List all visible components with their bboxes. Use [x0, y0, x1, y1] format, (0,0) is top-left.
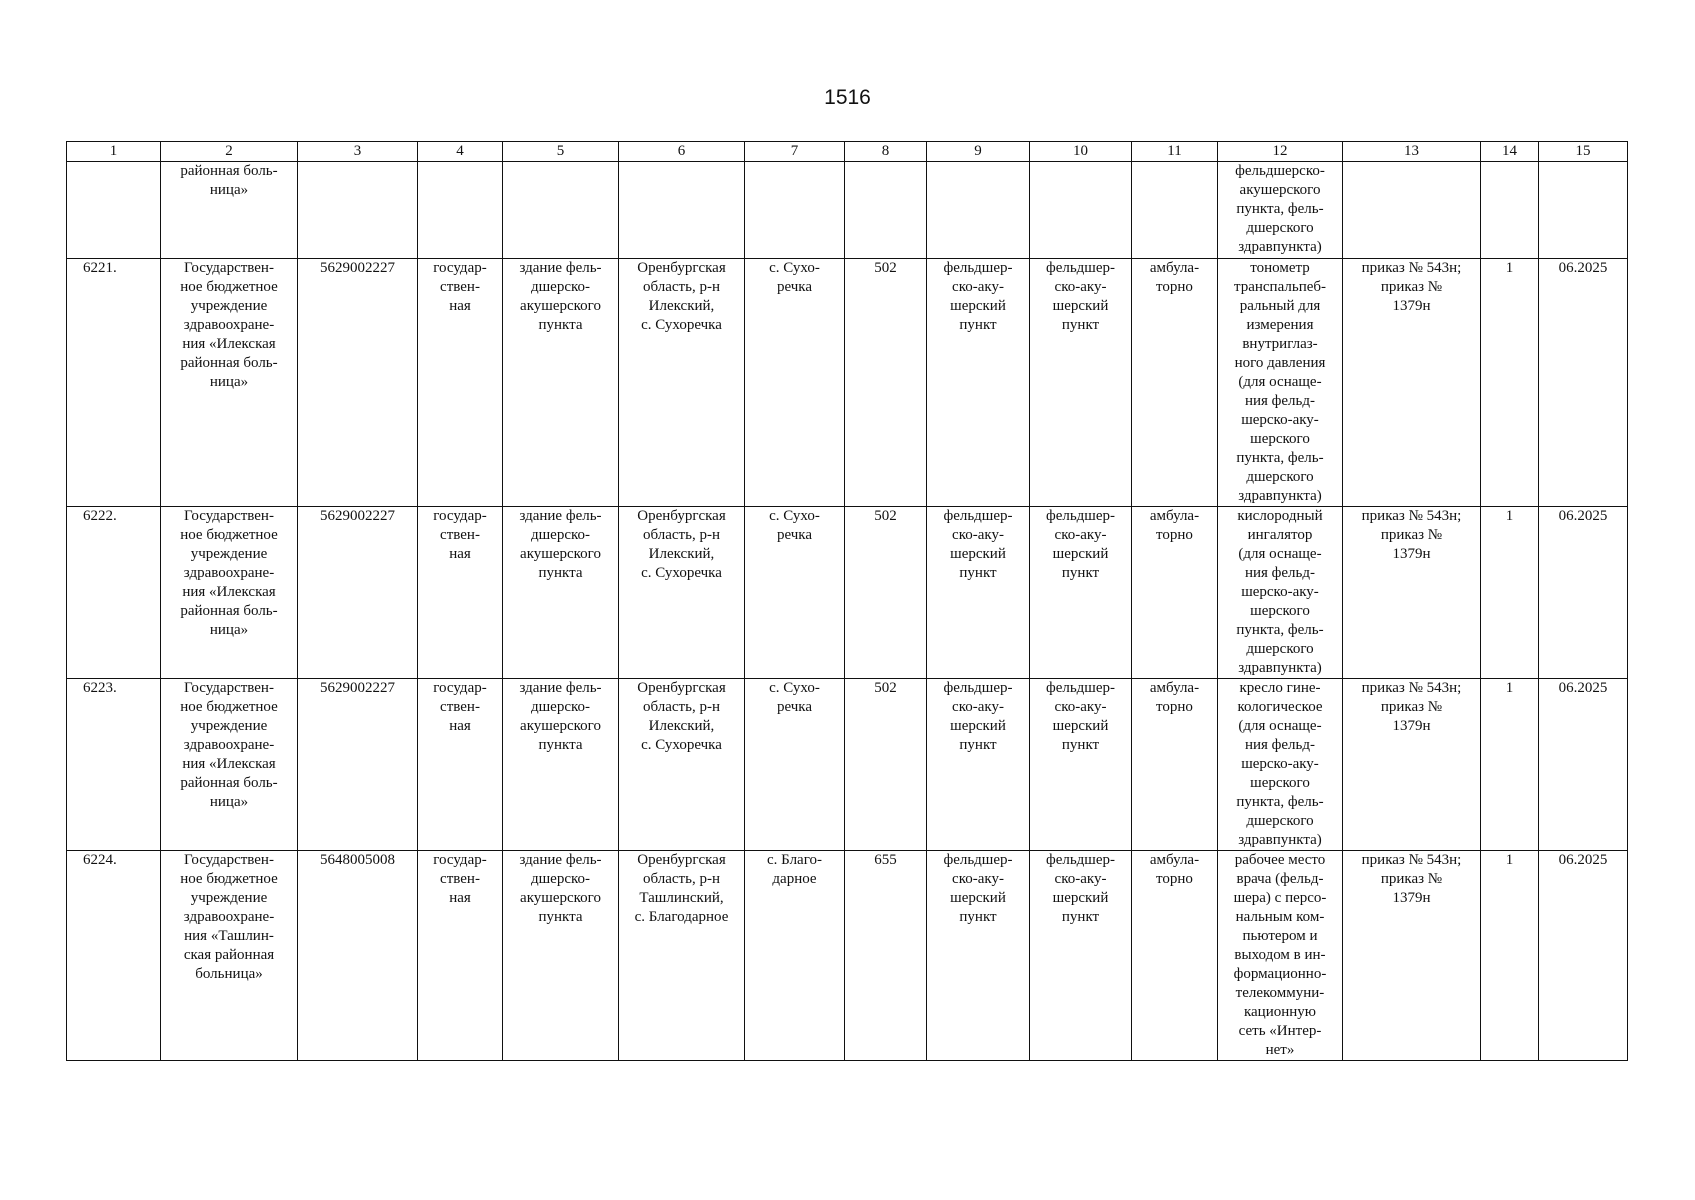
ownership-cell: государ- ствен- ная — [418, 851, 503, 1061]
equipment-cell: рабочее место врача (фельд- шера) с персо- нальным ком- пьютером и выходом в ин- формационно- телекоммуни- кационную сеть «Интер- нет» — [1218, 851, 1343, 1061]
unit-type-cell: фельдшер- ско-аку- шерский пункт — [927, 851, 1030, 1061]
order-cell: приказ № 543н; приказ № 1379н — [1343, 851, 1481, 1061]
date-cell: 06.2025 — [1539, 679, 1628, 851]
care-type-cell: амбула- торно — [1132, 259, 1218, 507]
ownership-cell: государ- ствен- ная — [418, 259, 503, 507]
population-cell: 655 — [845, 851, 927, 1061]
organization-cell: Государствен- ное бюджетное учреждение здравоохране- ния «Илекская районная боль- ница» — [161, 507, 298, 679]
date-cell: 06.2025 — [1539, 259, 1628, 507]
equipment-cell: тонометр транспальпеб- ральный для измерения внутриглаз- ного давления (для оснаще- ния фельд- шерско-аку- шерского пункта, фель- дшерского здравпункта) — [1218, 259, 1343, 507]
care-type-cell: амбула- торно — [1132, 507, 1218, 679]
equipment-cell: кресло гине- кологическое (для оснаще- ния фельд- шерско-аку- шерского пункта, фель- дшерского здравпункта) — [1218, 679, 1343, 851]
unit-name-cell: фельдшер- ско-аку- шерский пункт — [1030, 679, 1132, 851]
column-header: 1 — [67, 142, 161, 162]
order-cell: приказ № 543н; приказ № 1379н — [1343, 507, 1481, 679]
inn-cell — [298, 162, 418, 259]
row-number-cell: 6223. — [67, 679, 161, 851]
organization-cell: Государствен- ное бюджетное учреждение здравоохране- ния «Илекская районная боль- ница» — [161, 679, 298, 851]
inn-cell: 5629002227 — [298, 679, 418, 851]
column-header: 9 — [927, 142, 1030, 162]
table-row-continuation — [67, 162, 1628, 259]
unit-name-cell — [1030, 162, 1132, 259]
header-row — [67, 142, 1628, 162]
population-cell: 502 — [845, 259, 927, 507]
address-cell: Оренбургская область, р-н Илекский, с. Сухоречка — [619, 259, 745, 507]
page-number: 1516 — [824, 86, 871, 109]
care-type-cell: амбула- торно — [1132, 851, 1218, 1061]
inn-cell: 5629002227 — [298, 507, 418, 679]
column-header: 10 — [1030, 142, 1132, 162]
settlement-cell: с. Сухо- речка — [745, 679, 845, 851]
organization-cell: районная боль- ница» — [161, 162, 298, 259]
ownership-cell: государ- ствен- ная — [418, 507, 503, 679]
inn-cell: 5648005008 — [298, 851, 418, 1061]
table-row — [67, 851, 1628, 1061]
quantity-cell — [1481, 162, 1539, 259]
population-cell: 502 — [845, 507, 927, 679]
equipment-table — [66, 141, 1628, 1061]
care-type-cell — [1132, 162, 1218, 259]
address-cell: Оренбургская область, р-н Илекский, с. Сухоречка — [619, 507, 745, 679]
unit-type-cell: фельдшер- ско-аку- шерский пункт — [927, 507, 1030, 679]
building-cell: здание фель- дшерско- акушерского пункта — [503, 259, 619, 507]
order-cell — [1343, 162, 1481, 259]
row-number-cell: 6221. — [67, 259, 161, 507]
organization-cell: Государствен- ное бюджетное учреждение здравоохране- ния «Ташлин- ская районная больница» — [161, 851, 298, 1061]
building-cell: здание фель- дшерско- акушерского пункта — [503, 507, 619, 679]
quantity-cell: 1 — [1481, 679, 1539, 851]
date-cell: 06.2025 — [1539, 507, 1628, 679]
table-row — [67, 259, 1628, 507]
date-cell: 06.2025 — [1539, 851, 1628, 1061]
column-header: 15 — [1539, 142, 1628, 162]
column-header: 3 — [298, 142, 418, 162]
equipment-cell: кислородный ингалятор (для оснаще- ния фельд- шерско-аку- шерского пункта, фель- дшерского здравпункта) — [1218, 507, 1343, 679]
column-header: 13 — [1343, 142, 1481, 162]
unit-type-cell: фельдшер- ско-аку- шерский пункт — [927, 259, 1030, 507]
column-header: 6 — [619, 142, 745, 162]
ownership-cell — [418, 162, 503, 259]
inn-cell: 5629002227 — [298, 259, 418, 507]
settlement-cell: с. Сухо- речка — [745, 259, 845, 507]
unit-name-cell: фельдшер- ско-аку- шерский пункт — [1030, 259, 1132, 507]
address-cell: Оренбургская область, р-н Илекский, с. Сухоречка — [619, 679, 745, 851]
column-header: 14 — [1481, 142, 1539, 162]
unit-type-cell: фельдшер- ско-аку- шерский пункт — [927, 679, 1030, 851]
building-cell — [503, 162, 619, 259]
column-header: 8 — [845, 142, 927, 162]
address-cell — [619, 162, 745, 259]
unit-name-cell: фельдшер- ско-аку- шерский пункт — [1030, 507, 1132, 679]
care-type-cell: амбула- торно — [1132, 679, 1218, 851]
settlement-cell: с. Благо- дарное — [745, 851, 845, 1061]
row-number-cell: 6222. — [67, 507, 161, 679]
column-header: 7 — [745, 142, 845, 162]
column-header: 5 — [503, 142, 619, 162]
order-cell: приказ № 543н; приказ № 1379н — [1343, 259, 1481, 507]
row-number-cell: 6224. — [67, 851, 161, 1061]
quantity-cell: 1 — [1481, 851, 1539, 1061]
building-cell: здание фель- дшерско- акушерского пункта — [503, 679, 619, 851]
settlement-cell: с. Сухо- речка — [745, 507, 845, 679]
quantity-cell: 1 — [1481, 259, 1539, 507]
population-cell — [845, 162, 927, 259]
order-cell: приказ № 543н; приказ № 1379н — [1343, 679, 1481, 851]
table-row — [67, 507, 1628, 679]
equipment-cell: фельдшерско- акушерского пункта, фель- дшерского здравпункта) — [1218, 162, 1343, 259]
column-header: 11 — [1132, 142, 1218, 162]
row-number-cell — [67, 162, 161, 259]
settlement-cell — [745, 162, 845, 259]
population-cell: 502 — [845, 679, 927, 851]
column-header: 4 — [418, 142, 503, 162]
table-row — [67, 679, 1628, 851]
building-cell: здание фель- дшерско- акушерского пункта — [503, 851, 619, 1061]
date-cell — [1539, 162, 1628, 259]
unit-type-cell — [927, 162, 1030, 259]
quantity-cell: 1 — [1481, 507, 1539, 679]
ownership-cell: государ- ствен- ная — [418, 679, 503, 851]
column-header: 12 — [1218, 142, 1343, 162]
organization-cell: Государствен- ное бюджетное учреждение здравоохране- ния «Илекская районная боль- ница» — [161, 259, 298, 507]
unit-name-cell: фельдшер- ско-аку- шерский пункт — [1030, 851, 1132, 1061]
address-cell: Оренбургская область, р-н Ташлинский, с. Благодарное — [619, 851, 745, 1061]
column-header: 2 — [161, 142, 298, 162]
